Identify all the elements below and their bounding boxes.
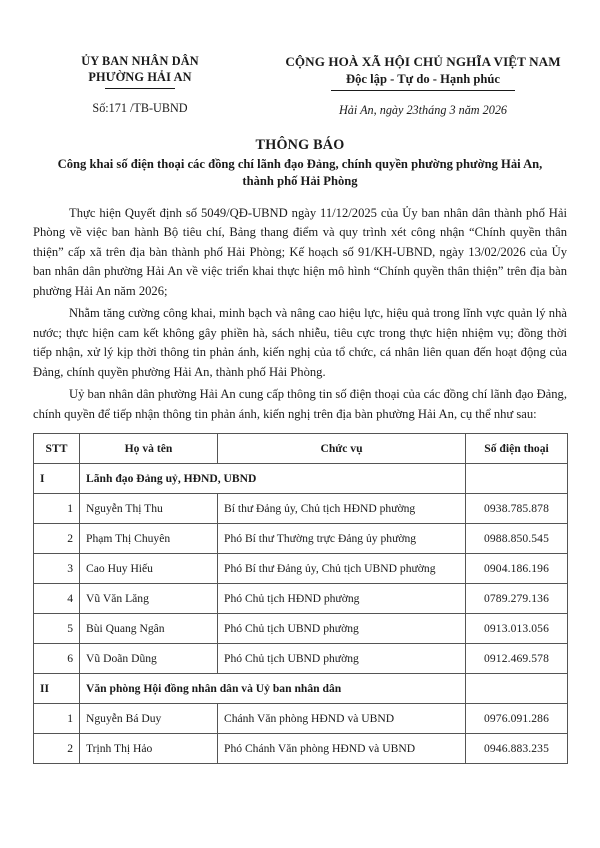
issuing-authority-block <box>0 54 266 116</box>
cell-phone-number: 0912.469.578 <box>466 644 568 674</box>
cell-position: Phó Chánh Văn phòng HĐND và UBND <box>218 734 466 764</box>
document-number: Số:171 /TB-UBND <box>92 101 188 115</box>
table-header <box>34 434 568 464</box>
cell-full-name: Bùi Quang Ngân <box>80 614 218 644</box>
cell-phone-number: 0988.850.545 <box>466 524 568 554</box>
cell-index: 6 <box>34 644 80 674</box>
cell-position: Chánh Văn phòng HĐND và UBND <box>218 704 466 734</box>
contact-table-wrapper <box>0 433 600 764</box>
letterhead <box>0 0 600 118</box>
group-phone-empty <box>466 464 568 494</box>
cell-full-name: Cao Huy Hiếu <box>80 554 218 584</box>
contact-table <box>33 433 568 764</box>
table-row <box>34 614 568 644</box>
cell-index: 1 <box>34 704 80 734</box>
table-row <box>34 494 568 524</box>
place-and-date: Hải An, ngày 23tháng 3 năm 2026 <box>338 102 508 117</box>
cell-phone-number: 0938.785.878 <box>466 494 568 524</box>
cell-phone-number: 0913.013.056 <box>466 614 568 644</box>
cell-index: 3 <box>34 554 80 584</box>
table-row <box>34 524 568 554</box>
table-row <box>34 584 568 614</box>
issuing-authority-line1: ỦY BAN NHÂN DÂN <box>81 54 199 68</box>
column-header-phone: Số điện thoại <box>466 434 568 464</box>
cell-position: Phó Bí thư Thường trực Đảng ủy phường <box>218 524 466 554</box>
group-phone-empty <box>466 674 568 704</box>
cell-full-name: Vũ Văn Lăng <box>80 584 218 614</box>
body-paragraph: Nhằm tăng cường công khai, minh bạch và nâng cao hiệu lực, hiệu quả trong lĩnh vực quản lý nhà nước; thực hiện cam kết không gây phiền hà, sách nhiễu, tiêu cực trong thực hiện nhiệm vụ; đồng thời tiếp nhận, xử lý kịp thời thông tin phản ánh, kiến nghị của tổ chức, cá nhân liên quan đến hoạt động của Đảng, chính quyền phường Hải An, thành phố Hải Phòng. <box>33 306 567 379</box>
cell-index: 5 <box>34 614 80 644</box>
column-header-role: Chức vụ <box>218 434 466 464</box>
cell-position: Phó Bí thư Đảng ủy, Chủ tịch UBND phường <box>218 554 466 584</box>
cell-full-name: Phạm Thị Chuyên <box>80 524 218 554</box>
authority-underline <box>105 88 175 89</box>
group-label: Văn phòng Hội đồng nhân dân và Uỷ ban nhân dân <box>80 674 466 704</box>
table-row <box>34 554 568 584</box>
table-body <box>34 464 568 764</box>
cell-position: Phó Chủ tịch UBND phường <box>218 614 466 644</box>
group-index: I <box>34 464 80 494</box>
cell-phone-number: 0946.883.235 <box>466 734 568 764</box>
cell-position: Bí thư Đảng ủy, Chủ tịch HĐND phường <box>218 494 466 524</box>
motto-underline <box>331 90 515 91</box>
table-row <box>34 704 568 734</box>
cell-position: Phó Chủ tịch HĐND phường <box>218 584 466 614</box>
table-group-row <box>34 674 568 704</box>
cell-index: 1 <box>34 494 80 524</box>
group-index: II <box>34 674 80 704</box>
document-type-title: THÔNG BÁO <box>255 136 345 153</box>
table-row <box>34 644 568 674</box>
column-header-name: Họ và tên <box>80 434 218 464</box>
cell-full-name: Nguyễn Thị Thu <box>80 494 218 524</box>
group-label: Lãnh đạo Đảng uỷ, HĐND, UBND <box>80 464 466 494</box>
issuing-authority-line2: PHƯỜNG HẢI AN <box>88 69 192 84</box>
body-paragraph: Thực hiện Quyết định số 5049/QĐ-UBND ngày 11/12/2025 của Ủy ban nhân dân thành phố Hải Phòng về việc ban hành Bộ tiêu chí, Bảng thang điểm và quy trình xét công nhận “Chính quyền thân thiện” cấp xã trên địa bàn thành phố Hải Phòng; Kế hoạch số 91/KH-UBND, ngày 13/02/2026 của Ủy ban nhân dân phường Hải An về việc triển khai thực hiện mô hình “Chính quyền thân thiện” trên địa bàn phường Hải An năm 2026; <box>33 205 567 298</box>
cell-full-name: Nguyễn Bá Duy <box>80 704 218 734</box>
document-subject-title: Công khai số điện thoại các đồng chí lãnh đạo Đảng, chính quyền phường phường Hải An, thành phố Hải Phòng <box>57 156 543 188</box>
cell-phone-number: 0976.091.286 <box>466 704 568 734</box>
cell-full-name: Vũ Doãn Dũng <box>80 644 218 674</box>
cell-index: 2 <box>34 734 80 764</box>
body-paragraph: Uỷ ban nhân dân phường Hải An cung cấp thông tin số điện thoại của các đồng chí lãnh đạo Đảng, chính quyền để tiếp nhận thông tin phản ánh, kiến nghị trên địa bàn phường Hải An, cụ thể như sau: <box>33 387 567 421</box>
cell-phone-number: 0789.279.136 <box>466 584 568 614</box>
national-heading-block <box>266 54 600 118</box>
cell-position: Phó Chủ tịch UBND phường <box>218 644 466 674</box>
cell-index: 2 <box>34 524 80 554</box>
cell-full-name: Trịnh Thị Hảo <box>80 734 218 764</box>
cell-phone-number: 0904.186.196 <box>466 554 568 584</box>
national-title: CỘNG HOÀ XÃ HỘI CHỦ NGHĨA VIỆT NAM <box>285 54 561 69</box>
table-row <box>34 734 568 764</box>
national-motto: Độc lập - Tự do - Hạnh phúc <box>346 71 500 86</box>
table-group-row <box>34 464 568 494</box>
document-body <box>0 204 600 425</box>
table-header-row <box>34 434 568 464</box>
title-block <box>0 136 600 190</box>
column-header-stt: STT <box>34 434 80 464</box>
cell-index: 4 <box>34 584 80 614</box>
